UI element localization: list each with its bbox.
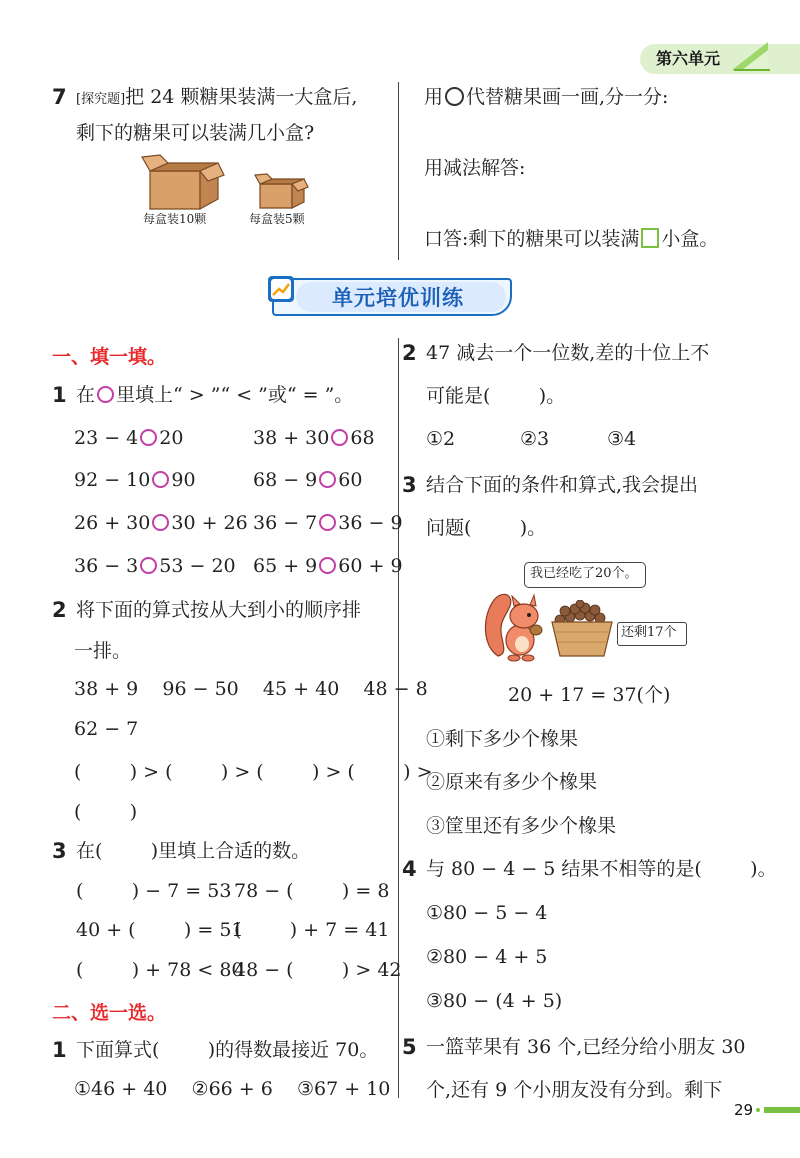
compare-right: 30 + 26 <box>171 512 248 534</box>
s2-q1-prompt[interactable]: 下面算式( )的得数最接近 70。 <box>76 1039 379 1061</box>
compare-item <box>253 510 403 536</box>
s2-q3-number: 3 <box>402 473 417 497</box>
compare-right: 36 − 9 <box>338 512 403 534</box>
compare-left: 38 + 30 <box>253 427 330 449</box>
compare-left: 26 + 30 <box>74 512 151 534</box>
compare-item <box>74 510 248 536</box>
s2-q2-option[interactable]: ③4 <box>607 428 637 450</box>
q7-number: 7 <box>52 85 67 109</box>
compare-item <box>253 553 403 579</box>
compare-circle[interactable] <box>331 429 348 446</box>
banner-title: 单元培优训练 <box>332 286 464 310</box>
s2-q2-line1: 47 减去一个一位数,差的十位上不 <box>426 342 710 364</box>
s2-q3-equation: 20 + 17 = 37(个) <box>508 684 671 706</box>
compare-left: 92 − 10 <box>74 469 151 491</box>
s2-q4-option[interactable]: ③80 − (4 + 5) <box>426 990 563 1012</box>
compare-item <box>74 553 236 579</box>
q7-right-line2: 用减法解答: <box>424 157 526 179</box>
speech-text: 我已经吃了20个。 <box>530 566 638 581</box>
s2-q2-option[interactable]: ①2 <box>426 428 456 450</box>
section2-title: 二、选一选。 <box>52 1002 167 1024</box>
small-box-label: 每盒装5颗 <box>249 212 305 226</box>
s1-q2-line2: 一排。 <box>74 640 132 662</box>
s1-q3-equation[interactable]: 78 − ( ) = 8 <box>234 880 390 902</box>
compare-right: 53 − 20 <box>159 555 236 577</box>
remain-label: 还剩17个 <box>621 625 677 640</box>
big-box-illustration <box>138 153 228 211</box>
s2-q4-prompt[interactable]: 与 80 − 4 − 5 结果不相等的是( )。 <box>426 858 777 880</box>
s1-q3-equation[interactable]: 40 + ( ) = 51 <box>76 919 244 941</box>
s1-q2-order-line2[interactable]: ( ) <box>74 801 138 823</box>
q7-right-line1 <box>424 84 668 110</box>
s2-q5-number: 5 <box>402 1035 417 1059</box>
s1-q3-equation[interactable]: ( ) + 7 = 41 <box>234 919 390 941</box>
s1-q2-exprs-line2: 62 − 7 <box>74 718 139 740</box>
compare-item <box>74 425 183 451</box>
compare-circle[interactable] <box>140 429 157 446</box>
s1-q3-equation[interactable]: ( ) − 7 = 53 <box>76 880 232 902</box>
compare-left: 36 − 3 <box>74 555 139 577</box>
s2-q2-option[interactable]: ②3 <box>520 428 550 450</box>
s2-q3-line2[interactable]: 问题( )。 <box>426 517 547 539</box>
q7-tag: [探究题] <box>76 92 126 107</box>
unit-header-label: 第六单元 <box>656 49 721 68</box>
compare-item <box>253 425 375 451</box>
answer-box[interactable] <box>641 228 659 248</box>
s2-q4-option[interactable]: ①80 − 5 − 4 <box>426 902 548 924</box>
q7-right-line1-post: 代替糖果画一画,分一分: <box>466 86 669 108</box>
big-box-label: 每盒装10颗 <box>143 212 207 226</box>
compare-circle[interactable] <box>319 557 336 574</box>
compare-left: 65 + 9 <box>253 555 318 577</box>
page-number: 29 <box>734 1101 754 1119</box>
squirrel-icon <box>480 586 552 662</box>
s2-q4-number: 4 <box>402 857 417 881</box>
compare-left: 68 − 9 <box>253 469 318 491</box>
s1-q3-prompt: 在( )里填上合适的数。 <box>76 840 311 862</box>
s1-q1-prompt <box>76 382 353 408</box>
q7-answer-line <box>424 226 718 252</box>
s1-q2-line1: 将下面的算式按从大到小的顺序排 <box>76 599 362 621</box>
q7-answer-post: 小盒。 <box>661 228 719 250</box>
s2-q4-option[interactable]: ②80 − 4 + 5 <box>426 946 548 968</box>
acorn-basket-icon <box>550 600 614 660</box>
s1-q1-prompt-pre: 在 <box>76 384 96 406</box>
compare-circle[interactable] <box>152 514 169 531</box>
q7-right-line1-pre: 用 <box>424 86 444 108</box>
s2-q2-line2[interactable]: 可能是( )。 <box>426 385 566 407</box>
q7-line1 <box>76 84 357 113</box>
q7-answer-pre: 口答:剩下的糖果可以装满 <box>424 228 640 250</box>
s2-q5-line2: 个,还有 9 个小朋友没有分到。剩下 <box>426 1079 723 1101</box>
compare-item <box>74 467 196 493</box>
compare-item <box>253 467 362 493</box>
s2-q1-number: 1 <box>52 1038 67 1062</box>
compare-right: 60 + 9 <box>338 555 403 577</box>
growth-chart-icon <box>264 272 300 308</box>
s2-q1-options[interactable]: ①46 + 40 ②66 + 6 ③67 + 10 <box>74 1078 391 1100</box>
candy-circle-icon <box>445 87 464 106</box>
compare-circle[interactable] <box>152 471 169 488</box>
s1-q2-number: 2 <box>52 598 67 622</box>
s1-q1-prompt-post: 里填上“ > ”“ < ”或“ = ”。 <box>116 384 354 406</box>
compare-right: 68 <box>350 427 375 449</box>
s2-q3-option[interactable]: ②原来有多少个橡果 <box>426 771 598 793</box>
s2-q2-number: 2 <box>402 341 417 365</box>
compare-circle[interactable] <box>319 514 336 531</box>
s2-q3-line1: 结合下面的条件和算式,我会提出 <box>426 474 699 496</box>
q7-line2: 剩下的糖果可以装满几小盒? <box>76 122 315 144</box>
s1-q3-equation[interactable]: ( ) + 78 < 80 <box>76 959 244 981</box>
s1-q1-number: 1 <box>52 383 67 407</box>
triangle-ruler-icon <box>730 40 772 72</box>
s1-q3-equation[interactable]: 48 − ( ) > 42 <box>234 959 402 981</box>
section1-title: 一、填一填。 <box>52 346 167 368</box>
main-column-divider <box>398 338 399 1098</box>
compare-right: 90 <box>171 469 196 491</box>
s2-q5-line1: 一篮苹果有 36 个,已经分给小朋友 30 <box>426 1036 746 1058</box>
page-number-dot <box>756 1108 760 1112</box>
compare-right: 20 <box>159 427 184 449</box>
compare-left: 23 − 4 <box>74 427 139 449</box>
s1-q2-order-line1[interactable]: ( ) > ( ) > ( ) > ( ) > <box>74 761 433 783</box>
s2-q3-option[interactable]: ③筐里还有多少个橡果 <box>426 815 617 837</box>
s2-q3-option[interactable]: ①剩下多少个橡果 <box>426 728 579 750</box>
top-column-divider <box>398 82 399 260</box>
compare-circle[interactable] <box>319 471 336 488</box>
s1-q3-number: 3 <box>52 839 67 863</box>
compare-left: 36 − 7 <box>253 512 318 534</box>
s1-q2-exprs-line1: 38 + 9 96 − 50 45 + 40 48 − 8 <box>74 678 428 700</box>
compare-circle[interactable] <box>140 557 157 574</box>
compare-right: 60 <box>338 469 363 491</box>
compare-circle-icon <box>97 386 114 403</box>
q7-line1-text: 把 24 颗糖果装满一大盒后, <box>125 86 358 108</box>
page-number-bar <box>764 1107 800 1113</box>
small-box-illustration <box>254 172 310 210</box>
